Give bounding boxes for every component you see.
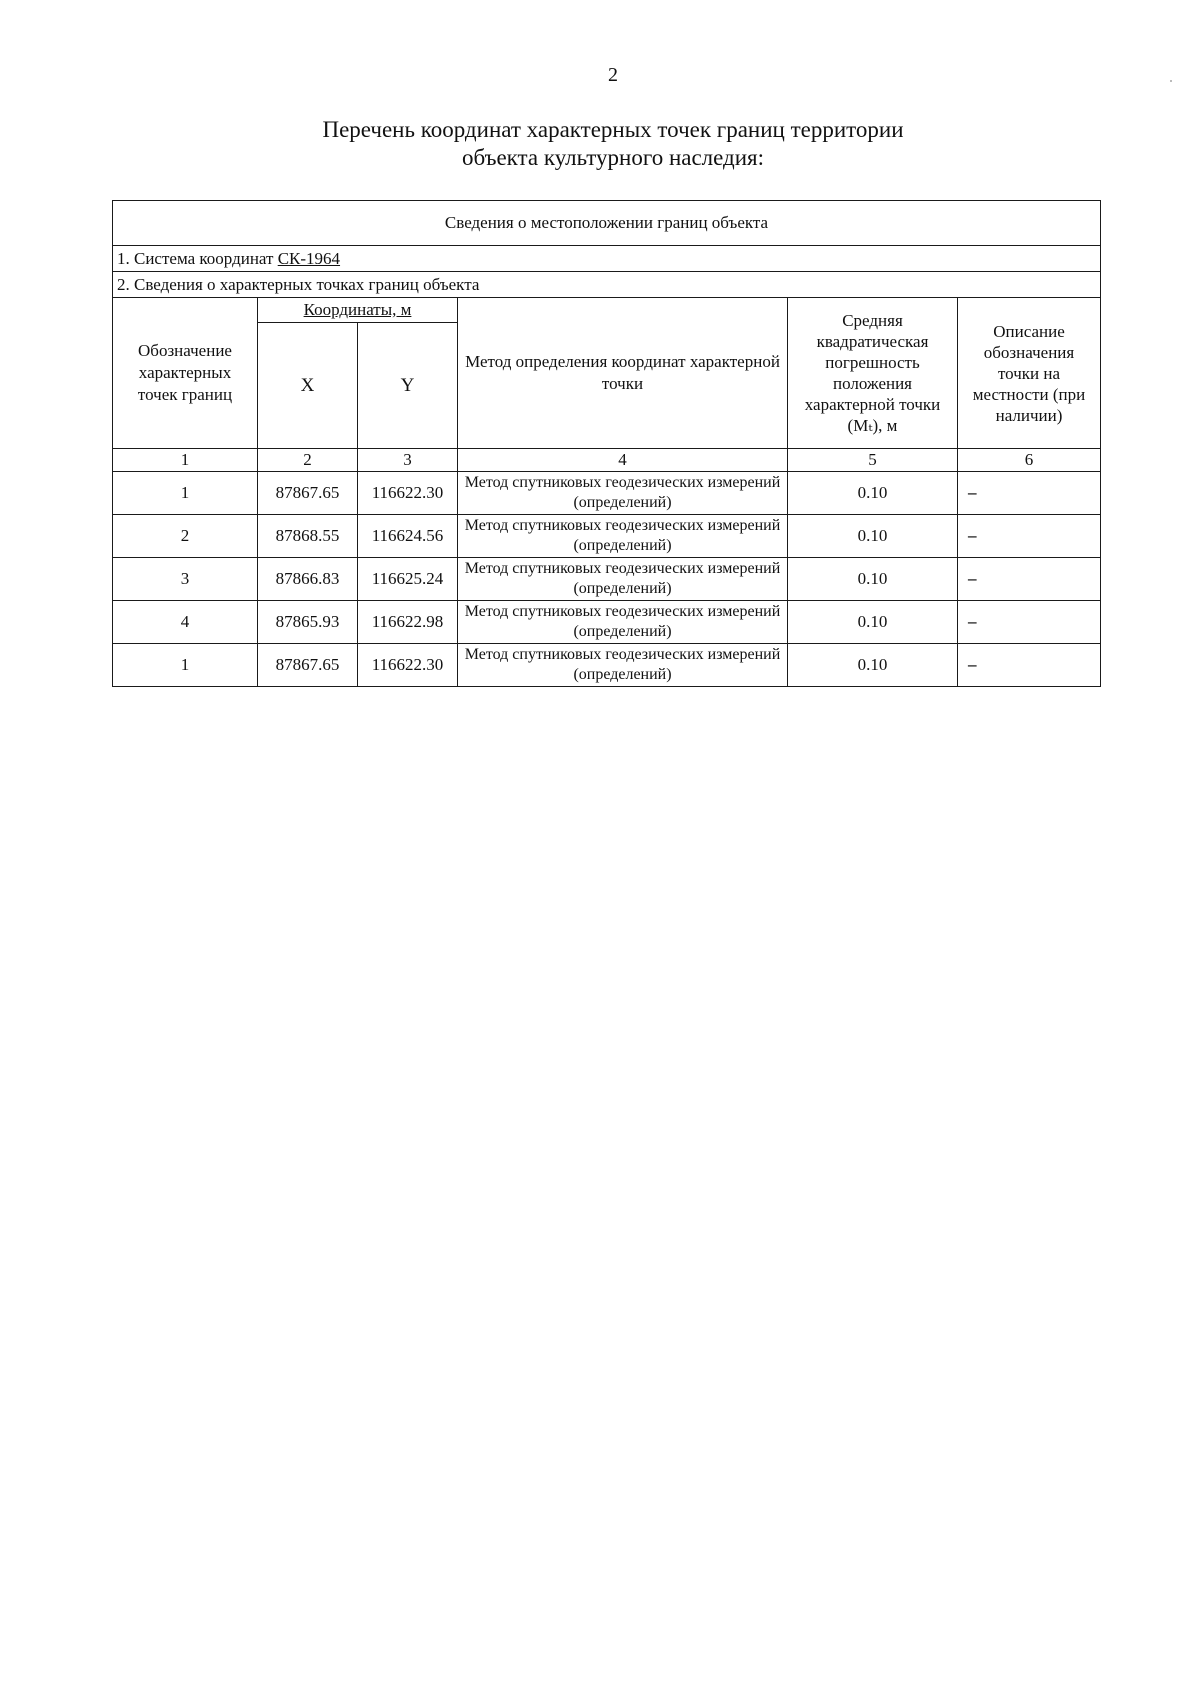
method: Метод спутниковых геодезических измерений (определений) <box>458 558 788 601</box>
description: – <box>958 558 1101 601</box>
page-title-line-1: Перечень координат характерных точек границ территории <box>322 117 904 142</box>
coordinate-system-label: 1. Система координат <box>117 248 278 268</box>
table-heading-row <box>113 201 1101 246</box>
method: Метод спутниковых геодезических измерений (определений) <box>458 472 788 515</box>
column-number: 6 <box>958 449 1101 472</box>
coord-y: 116625.24 <box>358 558 458 601</box>
column-number: 5 <box>788 449 958 472</box>
point-id: 4 <box>113 601 258 644</box>
error-value: 0.10 <box>788 601 958 644</box>
coord-y: 116624.56 <box>358 515 458 558</box>
point-id: 2 <box>113 515 258 558</box>
point-id: 3 <box>113 558 258 601</box>
coord-x: 87868.55 <box>258 515 358 558</box>
table-row <box>113 558 1101 601</box>
page-number: 2 <box>608 64 618 86</box>
header-description: Описание обозначения точки на местности (при наличии) <box>958 298 1101 449</box>
header-x: X <box>258 323 358 449</box>
header-y: Y <box>358 323 458 449</box>
column-number: 3 <box>358 449 458 472</box>
point-id: 1 <box>113 644 258 687</box>
error-value: 0.10 <box>788 515 958 558</box>
column-number: 2 <box>258 449 358 472</box>
header-method: Метод определения координат характерной точки <box>458 298 788 449</box>
coord-x: 87865.93 <box>258 601 358 644</box>
method: Метод спутниковых геодезических измерений (определений) <box>458 644 788 687</box>
coordinates-table-body <box>113 201 1101 687</box>
column-numbers-row <box>113 449 1101 472</box>
coordinate-system-row <box>113 246 1101 272</box>
error-value: 0.10 <box>788 558 958 601</box>
coord-y: 116622.30 <box>358 644 458 687</box>
coordinates-table <box>112 200 1101 687</box>
coordinate-system-cell <box>113 246 1101 272</box>
description: – <box>958 601 1101 644</box>
column-number: 4 <box>458 449 788 472</box>
column-number: 1 <box>113 449 258 472</box>
header-coordinates-text: Координаты, м <box>303 300 412 319</box>
header-coordinates <box>258 298 458 323</box>
coord-x: 87867.65 <box>258 472 358 515</box>
table-row <box>113 472 1101 515</box>
table-row <box>113 644 1101 687</box>
description: – <box>958 644 1101 687</box>
page-title <box>0 116 1200 172</box>
points-section-row <box>113 272 1101 298</box>
error-value: 0.10 <box>788 472 958 515</box>
error-value: 0.10 <box>788 644 958 687</box>
point-id: 1 <box>113 472 258 515</box>
scan-artifact <box>1170 80 1172 82</box>
page-title-line-2: объекта культурного наследия: <box>461 145 765 170</box>
description: – <box>958 472 1101 515</box>
coord-y: 116622.98 <box>358 601 458 644</box>
points-section-heading: 2. Сведения о характерных точках границ объекта <box>113 272 1101 298</box>
coord-y: 116622.30 <box>358 472 458 515</box>
coord-x: 87867.65 <box>258 644 358 687</box>
header-row-1 <box>113 298 1101 323</box>
table-row <box>113 601 1101 644</box>
coord-x: 87866.83 <box>258 558 358 601</box>
header-designation: Обозначение характерных точек границ <box>113 298 258 449</box>
method: Метод спутниковых геодезических измерений (определений) <box>458 601 788 644</box>
coordinate-system-name: СК-1964 <box>277 248 341 268</box>
table-heading: Сведения о местоположении границ объекта <box>113 201 1101 246</box>
table-row <box>113 515 1101 558</box>
header-error: Средняя квадратическая погрешность положения характерной точки (Mₜ), м <box>788 298 958 449</box>
method: Метод спутниковых геодезических измерений (определений) <box>458 515 788 558</box>
description: – <box>958 515 1101 558</box>
